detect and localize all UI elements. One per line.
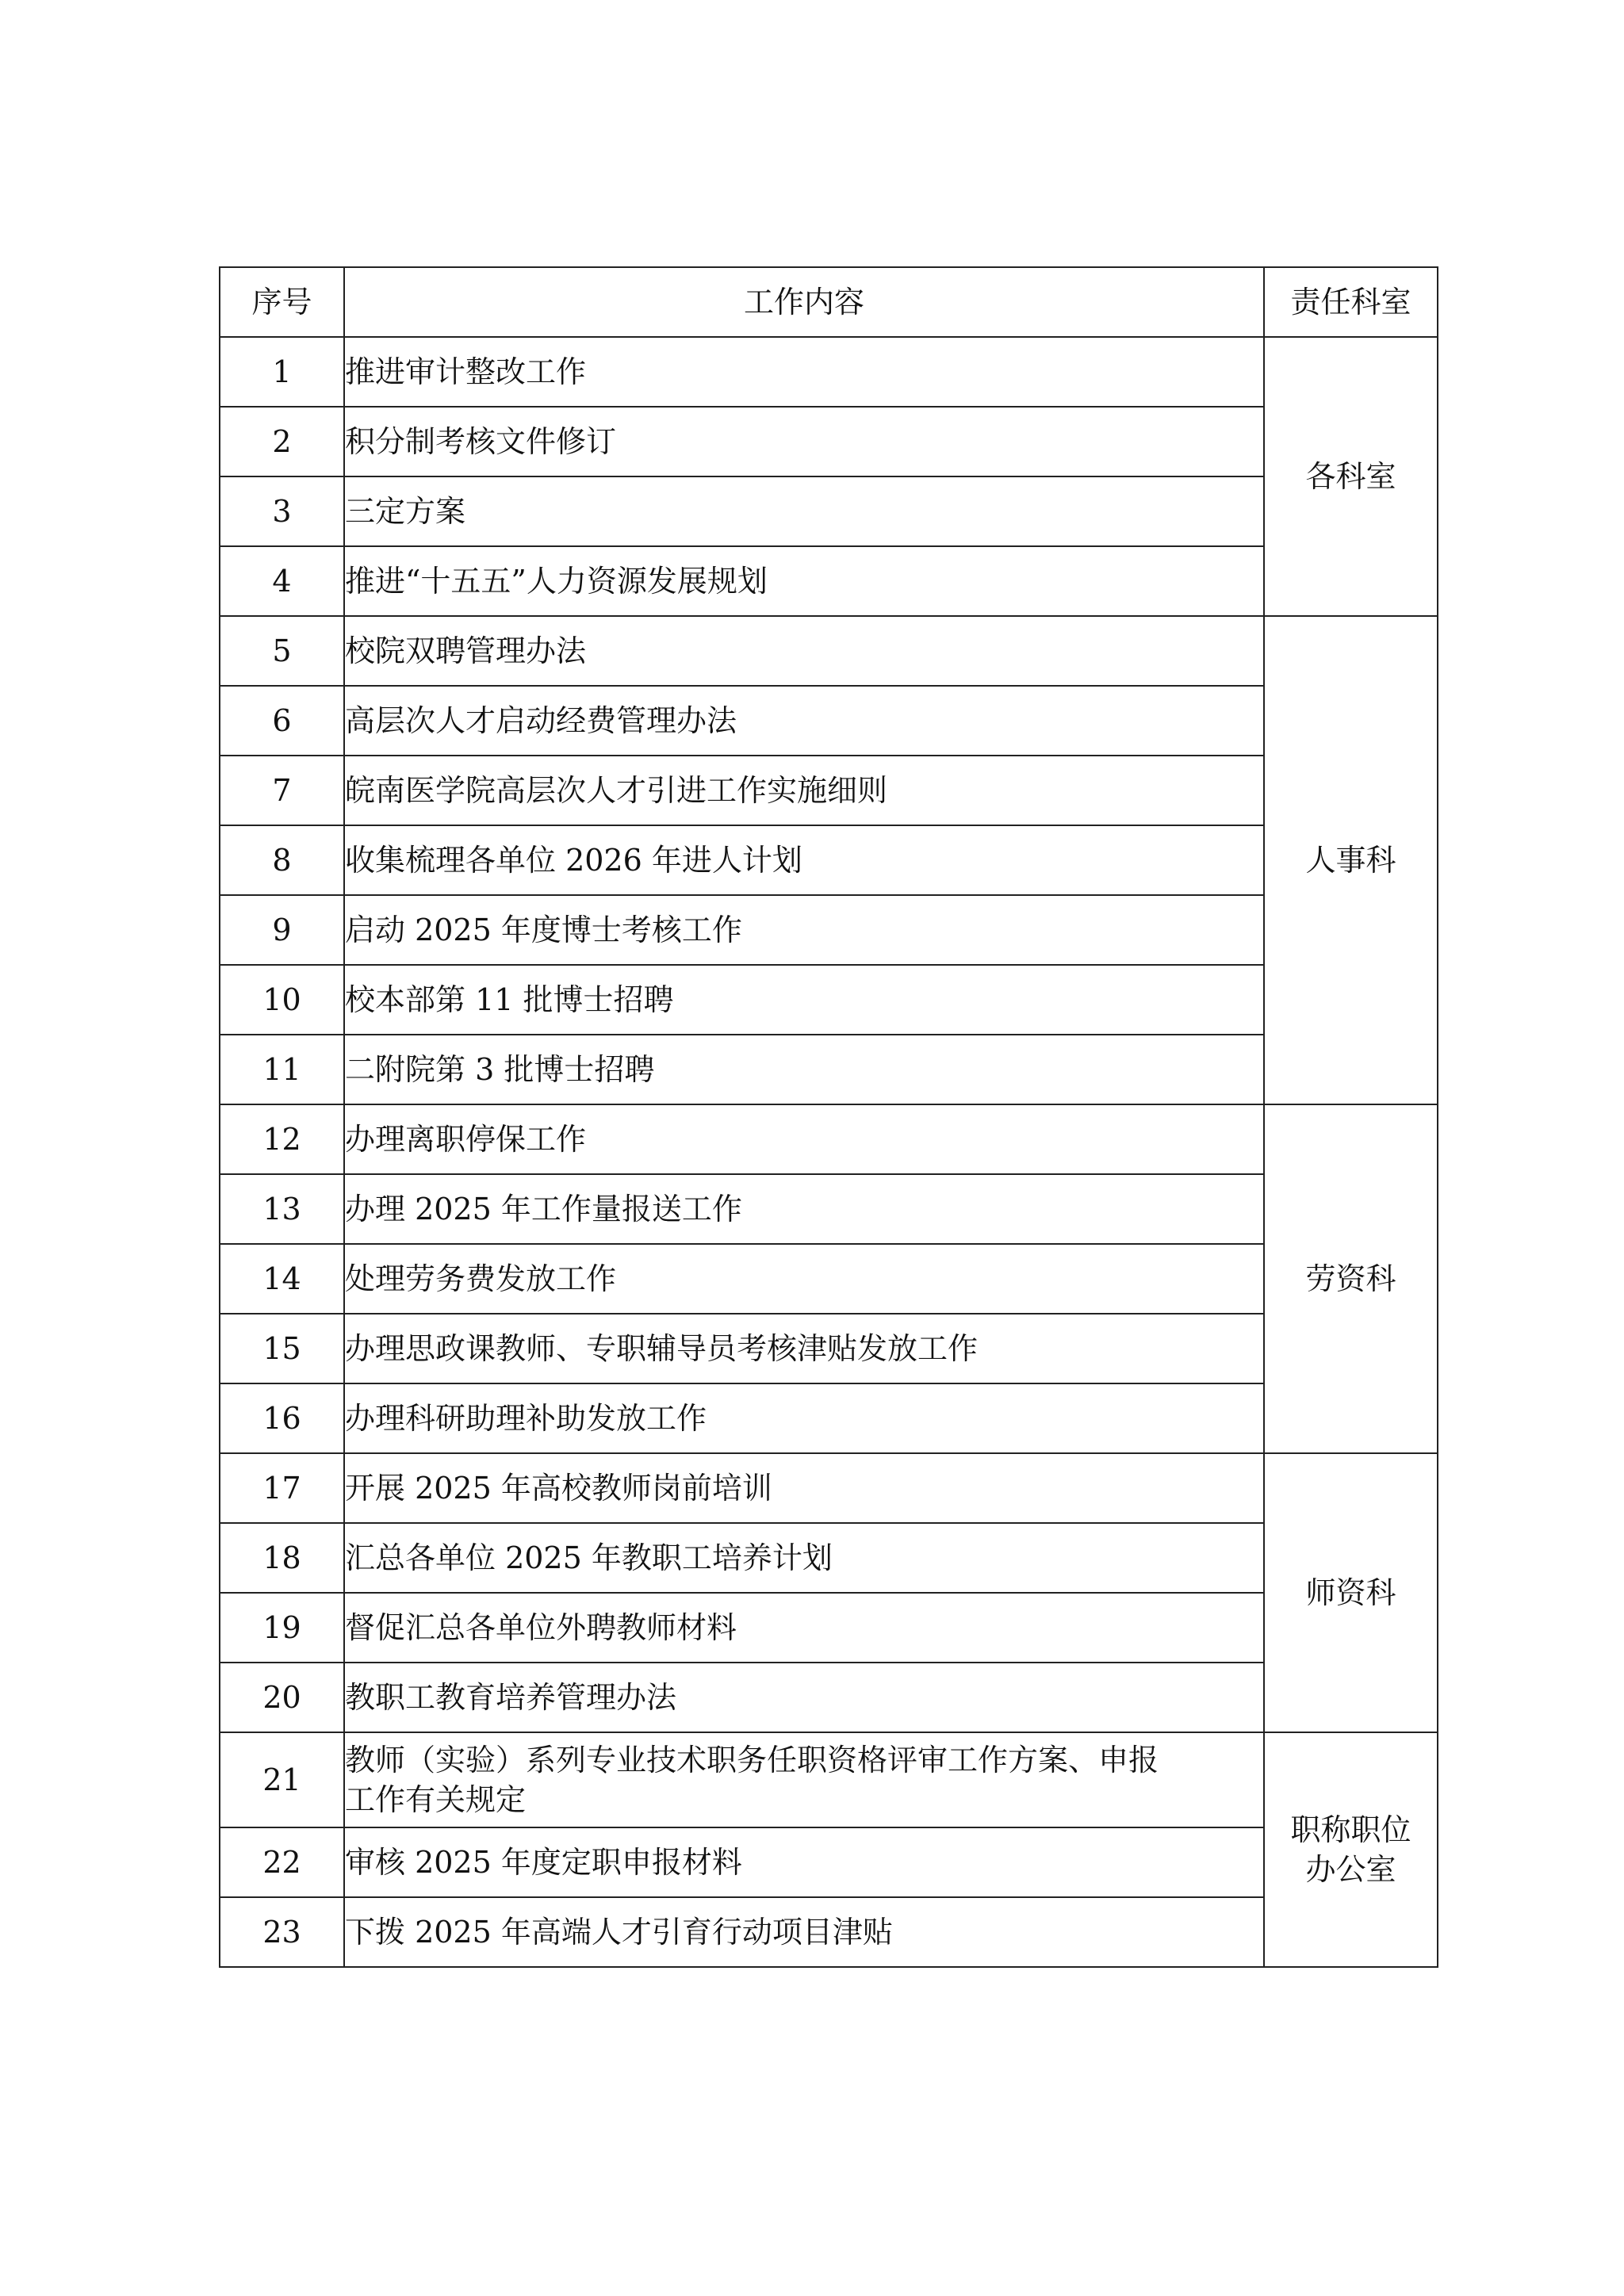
- row-content: 审核 2025 年度定职申报材料: [344, 1827, 1264, 1897]
- row-content: 高层次人才启动经费管理办法: [344, 686, 1264, 756]
- row-number: 22: [220, 1827, 344, 1897]
- table-row: [220, 1663, 1438, 1732]
- row-number: 21: [220, 1732, 344, 1827]
- row-number: 12: [220, 1104, 344, 1174]
- table-row: [220, 1523, 1438, 1593]
- table-row: [220, 1383, 1438, 1453]
- row-content: 三定方案: [344, 476, 1264, 546]
- table-row: [220, 1827, 1438, 1897]
- header-num: 序号: [220, 267, 344, 337]
- dept-ge-keshi: 各科室: [1264, 337, 1438, 616]
- row-content: [344, 1732, 1264, 1827]
- row-number: 3: [220, 476, 344, 546]
- row-content: 收集梳理各单位 2026 年进人计划: [344, 825, 1264, 895]
- row-content: 汇总各单位 2025 年教职工培养计划: [344, 1523, 1264, 1593]
- dept-shizi: 师资科: [1264, 1453, 1438, 1732]
- row-number: 15: [220, 1314, 344, 1383]
- row-number: 23: [220, 1897, 344, 1967]
- row-number: 20: [220, 1663, 344, 1732]
- row-content: 校本部第 11 批博士招聘: [344, 965, 1264, 1035]
- header-content: 工作内容: [344, 267, 1264, 337]
- header-dept: 责任科室: [1264, 267, 1438, 337]
- header-row: [220, 267, 1438, 337]
- row-content: 办理 2025 年工作量报送工作: [344, 1174, 1264, 1244]
- row-number: 8: [220, 825, 344, 895]
- dept-zhicheng-line-1: 职称职位: [1290, 1812, 1411, 1847]
- table-row: [220, 1174, 1438, 1244]
- row-number: 6: [220, 686, 344, 756]
- row-number: 10: [220, 965, 344, 1035]
- row-number: 17: [220, 1453, 344, 1523]
- dept-renshi: 人事科: [1264, 616, 1438, 1104]
- row-content: 推进“十五五”人力资源发展规划: [344, 546, 1264, 616]
- table-row: [220, 1035, 1438, 1104]
- row-content: 处理劳务费发放工作: [344, 1244, 1264, 1314]
- row-number: 5: [220, 616, 344, 686]
- work-table: [219, 266, 1438, 1968]
- row-content: 二附院第 3 批博士招聘: [344, 1035, 1264, 1104]
- table-row: [220, 1593, 1438, 1663]
- table-row: [220, 1453, 1438, 1523]
- table-row: [220, 546, 1438, 616]
- row-content: 皖南医学院高层次人才引进工作实施细则: [344, 756, 1264, 825]
- row-number: 14: [220, 1244, 344, 1314]
- row-content: 开展 2025 年高校教师岗前培训: [344, 1453, 1264, 1523]
- row-content: 校院双聘管理办法: [344, 616, 1264, 686]
- row-number: 7: [220, 756, 344, 825]
- table-row: [220, 1897, 1438, 1967]
- dept-zhicheng-line-2: 办公室: [1305, 1852, 1396, 1887]
- row-content: 推进审计整改工作: [344, 337, 1264, 407]
- row-content: 督促汇总各单位外聘教师材料: [344, 1593, 1264, 1663]
- row-number: 1: [220, 337, 344, 407]
- row-number: 16: [220, 1383, 344, 1453]
- row-number: 18: [220, 1523, 344, 1593]
- row-content: 办理离职停保工作: [344, 1104, 1264, 1174]
- table-row: [220, 686, 1438, 756]
- row-content-line-1: 教师（实验）系列专业技术职务任职资格评审工作方案、申报: [345, 1743, 1159, 1777]
- row-content: 教职工教育培养管理办法: [344, 1663, 1264, 1732]
- table-row: [220, 965, 1438, 1035]
- row-number: 13: [220, 1174, 344, 1244]
- row-number: 4: [220, 546, 344, 616]
- table-row: [220, 1104, 1438, 1174]
- row-number: 9: [220, 895, 344, 965]
- row-content: 办理科研助理补助发放工作: [344, 1383, 1264, 1453]
- table-row: [220, 756, 1438, 825]
- table-row: [220, 616, 1438, 686]
- row-content: 下拨 2025 年高端人才引育行动项目津贴: [344, 1897, 1264, 1967]
- table-row: [220, 407, 1438, 476]
- table-row: [220, 1732, 1438, 1827]
- row-number: 11: [220, 1035, 344, 1104]
- table-row: [220, 337, 1438, 407]
- row-content: 积分制考核文件修订: [344, 407, 1264, 476]
- row-content: 办理思政课教师、专职辅导员考核津贴发放工作: [344, 1314, 1264, 1383]
- dept-zhicheng: [1264, 1732, 1438, 1967]
- row-number: 19: [220, 1593, 344, 1663]
- row-content: 启动 2025 年度博士考核工作: [344, 895, 1264, 965]
- table-row: [220, 825, 1438, 895]
- table-row: [220, 1244, 1438, 1314]
- table-row: [220, 895, 1438, 965]
- dept-laozi: 劳资科: [1264, 1104, 1438, 1453]
- row-content-line-2: 工作有关规定: [345, 1782, 527, 1817]
- row-number: 2: [220, 407, 344, 476]
- table-row: [220, 1314, 1438, 1383]
- table-row: [220, 476, 1438, 546]
